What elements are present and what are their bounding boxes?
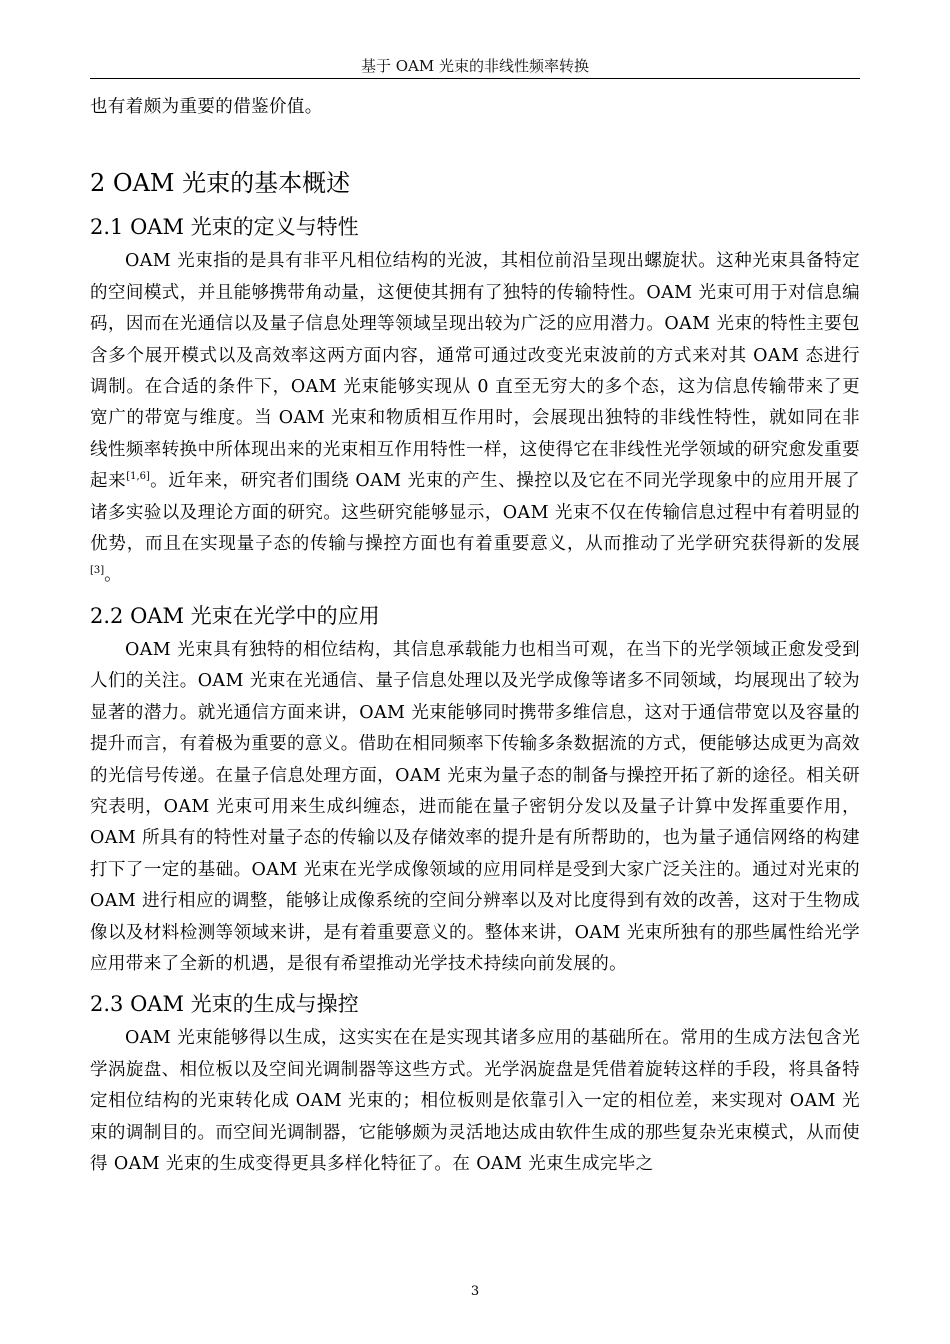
section-2-1-paragraph bbox=[90, 246, 860, 591]
citation: [3] bbox=[90, 565, 105, 577]
chapter-title: 2 OAM 光束的基本概述 bbox=[90, 169, 351, 198]
page-body bbox=[90, 92, 860, 1180]
header-rule bbox=[90, 78, 860, 79]
paragraph-text: 。 bbox=[104, 565, 123, 586]
section-2-2-paragraph: OAM 光束具有独特的相位结构，其信息承载能力也相当可观，在当下的光学领域正愈发受到人们的关注。OAM 光束在光通信、量子信息处理以及光学成像等诸多不同领域，均展现出了较为显著的潜力。就光通信方面来讲，OAM 光束能够同时携带多维信息，这对于通信带宽以及容量的提升而言，有着极为重要的意义。借助在相同频率下传输多条数据流的方式，便能够达成更为高效的光信号传递。在量子信息处理方面，OAM 光束为量子态的制备与操控开拓了新的途径。相关研究表明，OAM 光束可用来生成纠缠态，进而能在量子密钥分发以及量子计算中发挥重要作用，OAM 所具有的特性对量子态的传输以及存储效率的提升是有所帮助的，也为量子通信网络的构建打下了一定的基础。OAM 光束在光学成像领域的应用同样是受到大家广泛关注的。通过对光束的 OAM 进行相应的调整，能够让成像系统的空间分辨率以及对比度得到有效的改善，这对于生物成像以及材料检测等领域来讲，是有着重要意义的。整体来讲，OAM 光束所独有的那些属性给光学应用带来了全新的机遇，是很有希望推动光学技术持续向前发展的。 bbox=[90, 639, 860, 974]
page-number: 3 bbox=[470, 1284, 480, 1299]
intro-line: 也有着颇为重要的借鉴价值。 bbox=[90, 97, 323, 117]
citation: [1,6] bbox=[126, 471, 150, 483]
running-header: 基于 OAM 光束的非线性频率转换 bbox=[360, 57, 590, 75]
section-heading-2-2: 2.2 OAM 光束在光学中的应用 bbox=[90, 603, 380, 628]
paragraph-text: 。近年来，研究者们围绕 OAM 光束的产生、操控以及它在不同光学现象中的应用开展了诸多实验以及理论方面的研究。这些研究能够显示，OAM 光束不仅在传输信息过程中有着明显的优势，而且在实现量子态的传输与操控方面也有着重要意义，从而推动了光学研究获得新的发展 bbox=[90, 471, 860, 555]
section-heading-2-3: 2.3 OAM 光束的生成与操控 bbox=[90, 992, 359, 1017]
section-2-3-paragraph: OAM 光束能够得以生成，这实实在在是实现其诸多应用的基础所在。常用的生成方法包含光学涡旋盘、相位板以及空间光调制器等这些方式。光学涡旋盘是凭借着旋转这样的手段，将具备特定相位结构的光束转化成 OAM 光束的；相位板则是依靠引入一定的相位差，来实现对 OAM 光束的调制目的。而空间光调制器，它能够颇为灵活地达成由软件生成的那些复杂光束模式，从而使得 OAM 光束的生成变得更具多样化特征了。在 OAM 光束生成完毕之 bbox=[90, 1028, 860, 1174]
paragraph-text: OAM 光束指的是具有非平凡相位结构的光波，其相位前沿呈现出螺旋状。这种光束具备特定的空间模式，并且能够携带角动量，这便使其拥有了独特的传输特性。OAM 光束可用于对信息编码，因而在光通信以及量子信息处理等领域呈现出较为广泛的应用潜力。OAM 光束的特性主要包含多个展开模式以及高效率这两方面内容，通常可通过改变光束波前的方式来对其 OAM 态进行调制。在合适的条件下，OAM 光束能够实现从 0 直至无穷大的多个态，这为信息传输带来了更宽广的带宽与维度。当 OAM 光束和物质相互作用时，会展现出独特的非线性特性，就如同在非线性频率转换中所体现出来的光束相互作用特性一样，这使得它在非线性光学领域的研究愈发重要起来 bbox=[90, 251, 860, 492]
section-heading-2-1: 2.1 OAM 光束的定义与特性 bbox=[90, 215, 359, 240]
